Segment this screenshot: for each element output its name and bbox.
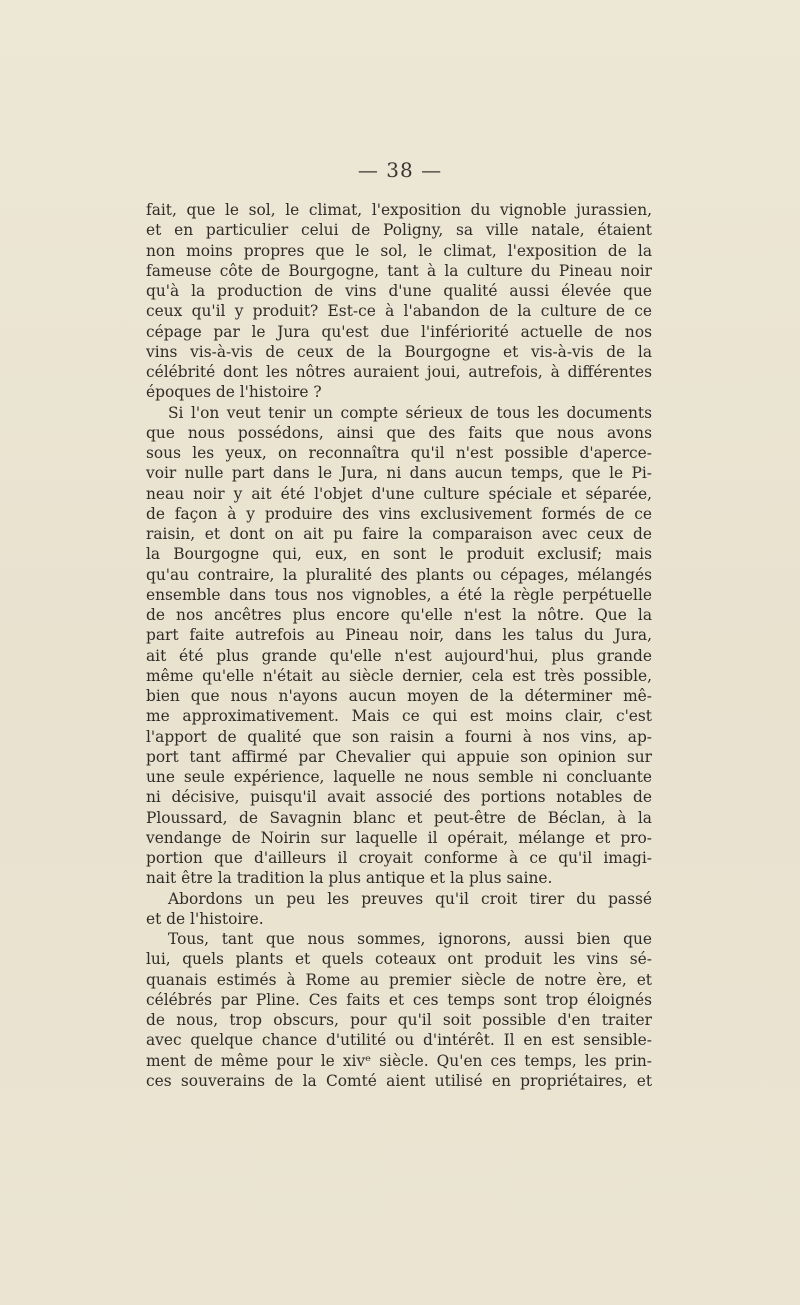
text-line: ait été plus grande qu'elle n'est aujourd'hui, plus grande bbox=[146, 646, 652, 665]
text-line: avec quelque chance d'utilité ou d'intérêt. Il en est sensible- bbox=[146, 1031, 652, 1050]
text-line: fait, que le sol, le climat, l'exposition du vignoble jurassien, bbox=[146, 201, 652, 219]
text-line: que nous possédons, ainsi que des faits que nous avons bbox=[146, 423, 652, 442]
text-line: ceux qu'il y produit? Est-ce à l'abandon de la culture de ce bbox=[146, 302, 652, 321]
text-line: la Bourgogne qui, eux, en sont le produit exclusif; mais bbox=[146, 545, 652, 564]
text-line: l'apport de qualité que son raisin a fourni à nos vins, ap- bbox=[146, 727, 652, 746]
text-line: et de l'histoire. bbox=[146, 909, 264, 928]
text-line: part faite autrefois au Pineau noir, dans les talus du Jura, bbox=[146, 626, 652, 645]
text-line: ment de même pour le xivᵉ siècle. Qu'en ces temps, les prin- bbox=[146, 1051, 652, 1070]
page-number: — 38 — bbox=[357, 158, 443, 182]
text-line: voir nulle part dans le Jura, ni dans aucun temps, que le Pi- bbox=[146, 464, 652, 483]
text-line: nait être la tradition la plus antique et la plus saine. bbox=[146, 869, 553, 888]
body-text bbox=[146, 200, 652, 1091]
text-line: portion que d'ailleurs il croyait conforme à ce qu'il imagi- bbox=[146, 849, 652, 867]
text-line: qu'à la production de vins d'une qualité aussi élevée que bbox=[146, 282, 652, 300]
text-line: qu'au contraire, la pluralité des plants ou cépages, mélangés bbox=[146, 565, 652, 584]
text-line: époques de l'histoire ? bbox=[146, 383, 322, 402]
text-line: même qu'elle n'était au siècle dernier, cela est très possible, bbox=[146, 666, 652, 685]
text-line: Ploussard, de Savagnin blanc et peut-être de Béclan, à la bbox=[146, 808, 652, 827]
text-line: cépage par le Jura qu'est due l'infériorité actuelle de nos bbox=[146, 322, 652, 341]
text-line: célébrité dont les nôtres auraient joui, autrefois, à différentes bbox=[146, 363, 652, 381]
text-line: me approximativement. Mais ce qui est moins clair, c'est bbox=[146, 707, 652, 726]
text-line: fameuse côte de Bourgogne, tant à la culture du Pineau noir bbox=[146, 261, 652, 280]
text-line: quanais estimés à Rome au premier siècle de notre ère, et bbox=[146, 970, 652, 989]
text-line: de nous, trop obscurs, pour qu'il soit possible d'en traiter bbox=[146, 1011, 652, 1029]
text-line: sous les yeux, on reconnaîtra qu'il n'est possible d'aperce- bbox=[146, 444, 652, 462]
text-line: vendange de Noirin sur laquelle il opérait, mélange et pro- bbox=[146, 828, 652, 847]
text-line: ensemble dans tous nos vignobles, a été la règle perpétuelle bbox=[146, 585, 652, 604]
text-line: bien que nous n'ayons aucun moyen de la déterminer mê- bbox=[146, 687, 652, 705]
text-line: non moins propres que le sol, le climat, l'exposition de la bbox=[146, 241, 652, 260]
text-line: célébrés par Pline. Ces faits et ces temps sont trop éloignés bbox=[146, 990, 652, 1009]
text-line: neau noir y ait été l'objet d'une culture spéciale et séparée, bbox=[146, 484, 652, 503]
text-line: et en particulier celui de Poligny, sa ville natale, étaient bbox=[146, 221, 652, 240]
text-line: de nos ancêtres plus encore qu'elle n'est la nôtre. Que la bbox=[146, 606, 652, 624]
text-line: ni décisive, puisqu'il avait associé des portions notables de bbox=[146, 788, 652, 807]
paragraph-start: Tous, tant que nous sommes, ignorons, aussi bien que bbox=[168, 930, 652, 948]
paragraph-start: Si l'on veut tenir un compte sérieux de tous les documents bbox=[168, 403, 652, 422]
text-line: raisin, et dont on ait pu faire la comparaison avec ceux de bbox=[146, 525, 652, 543]
text-line: lui, quels plants et quels coteaux ont produit les vins sé- bbox=[146, 950, 652, 969]
text-line: une seule expérience, laquelle ne nous semble ni concluante bbox=[146, 768, 652, 786]
paragraph-start: Abordons un peu les preuves qu'il croit tirer du passé bbox=[168, 889, 652, 908]
text-line: port tant affirmé par Chevalier qui appuie son opinion sur bbox=[146, 747, 652, 766]
text-line: vins vis-à-vis de ceux de la Bourgogne et vis-à-vis de la bbox=[146, 342, 652, 361]
text-line: de façon à y produire des vins exclusivement formés de ce bbox=[146, 504, 652, 523]
text-line: ces souverains de la Comté aient utilisé en propriétaires, et bbox=[146, 1071, 652, 1090]
